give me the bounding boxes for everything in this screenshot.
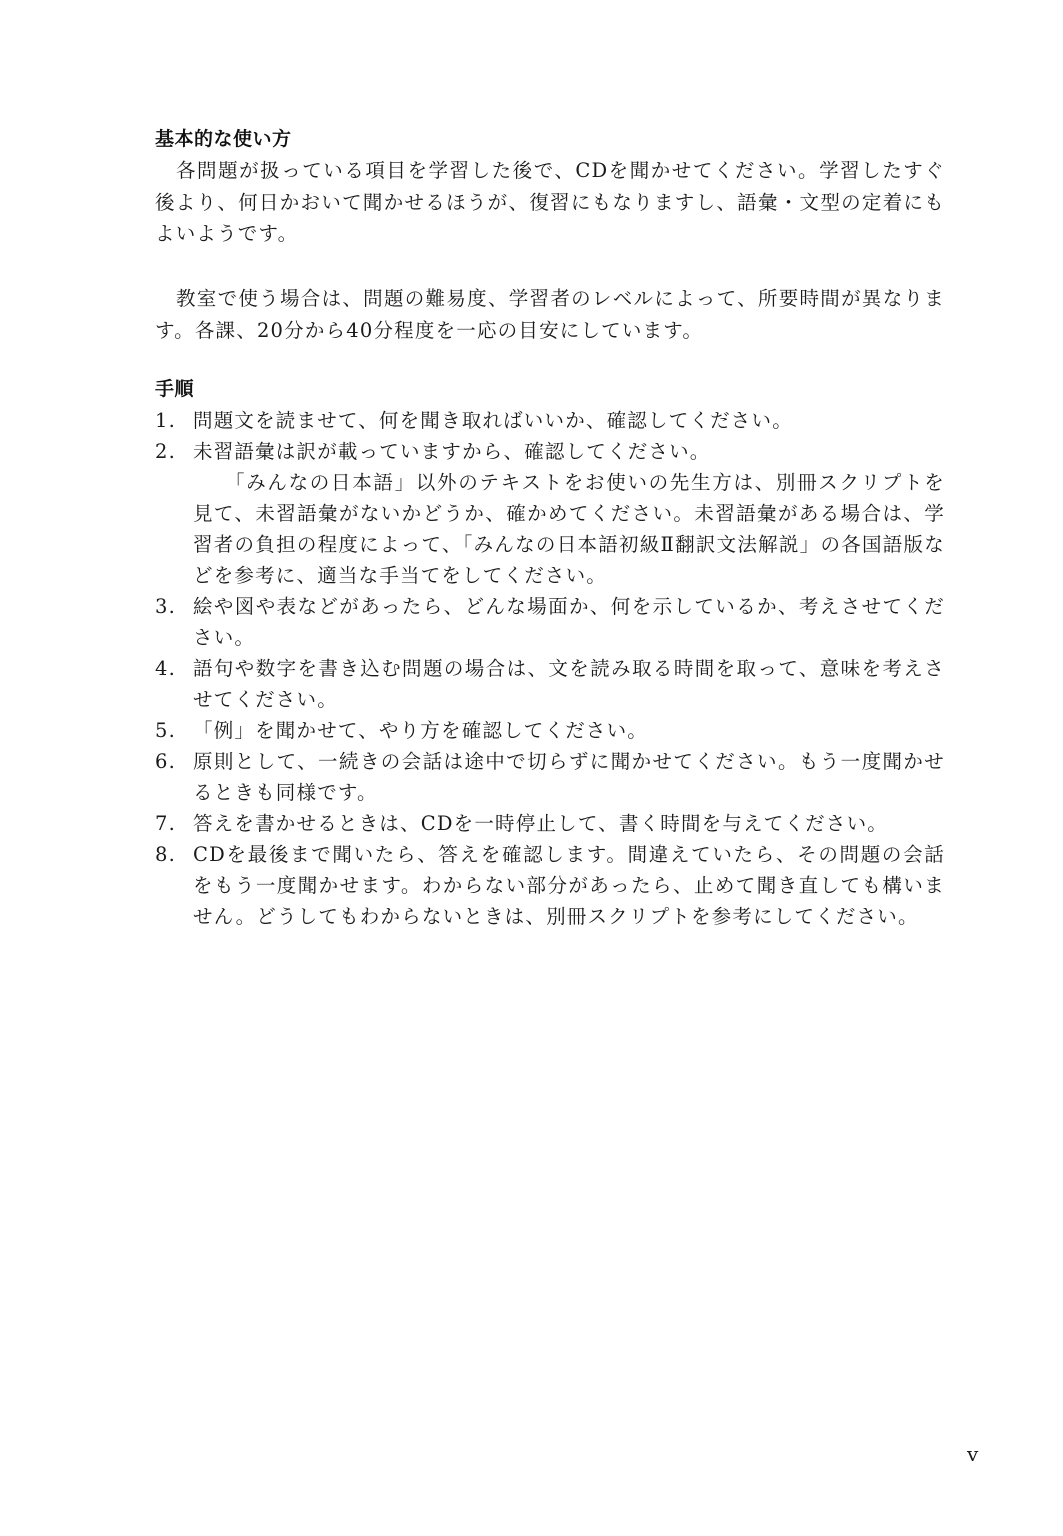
procedure-step-3 [155,591,945,653]
page-number: v [967,1442,979,1466]
step-text: 問題文を読ませて、何を聞き取ればいいか、確認してください。 [193,409,793,432]
procedure-step-2 [155,436,945,591]
step-note: 「みんなの日本語」以外のテキストをお使いの先生方は、別冊スクリプトを見て、未習語彙がないかどうか、確かめてください。未習語彙がある場合は、学習者の負担の程度によって、「みんなの日本語初級Ⅱ翻訳文法解説」の各国語版などを参考に、適当な手当てをしてください。 [193,471,945,587]
step-number: 5. [155,719,177,742]
procedure-step-8 [155,839,945,932]
step-text: CDを最後まで聞いたら、答えを確認します。間違えていたら、その問題の会話をもう一度聞かせます。わからない部分があったら、止めて聞き直しても構いません。どうしてもわからないときは、別冊スクリプトを参考にしてください。 [193,843,945,928]
step-text: 絵や図や表などがあったら、どんな場面か、何を示しているか、考えさせてください。 [193,595,945,649]
step-text: 「例」を聞かせて、やり方を確認してください。 [193,719,649,742]
step-text: 原則として、一続きの会話は途中で切らずに聞かせてください。もう一度聞かせるときも同様です。 [193,750,945,804]
step-number: 1. [155,409,177,432]
usage-paragraph-2: 教室で使う場合は、問題の難易度、学習者のレベルによって、所要時間が異なります。各課、20分から40分程度を一応の目安にしています。 [155,287,945,342]
procedure-steps-list [155,405,945,932]
step-text: 答えを書かせるときは、CDを一時停止して、書く時間を与えてください。 [193,812,888,835]
procedure-step-6 [155,746,945,808]
step-number: 6. [155,750,177,773]
step-text: 語句や数字を書き込む問題の場合は、文を読み取る時間を取って、意味を考えさせてください。 [193,657,945,711]
step-number: 3. [155,595,177,618]
procedure-heading: 手順 [155,378,195,400]
step-number: 8. [155,843,177,866]
step-number: 7. [155,812,177,835]
procedure-step-1 [155,405,945,436]
usage-heading: 基本的な使い方 [155,128,292,150]
step-text: 未習語彙は訳が載っていますから、確認してください。 [193,440,711,463]
step-number: 2. [155,440,177,463]
usage-paragraph-1: 各問題が扱っている項目を学習した後で、CDを聞かせてください。学習したすぐ後より、何日かおいて聞かせるほうが、復習にもなりますし、語彙・文型の定着にもよいようです。 [155,159,945,245]
step-number: 4. [155,657,177,680]
procedure-step-7 [155,808,945,839]
procedure-step-5 [155,715,945,746]
procedure-step-4 [155,653,945,715]
